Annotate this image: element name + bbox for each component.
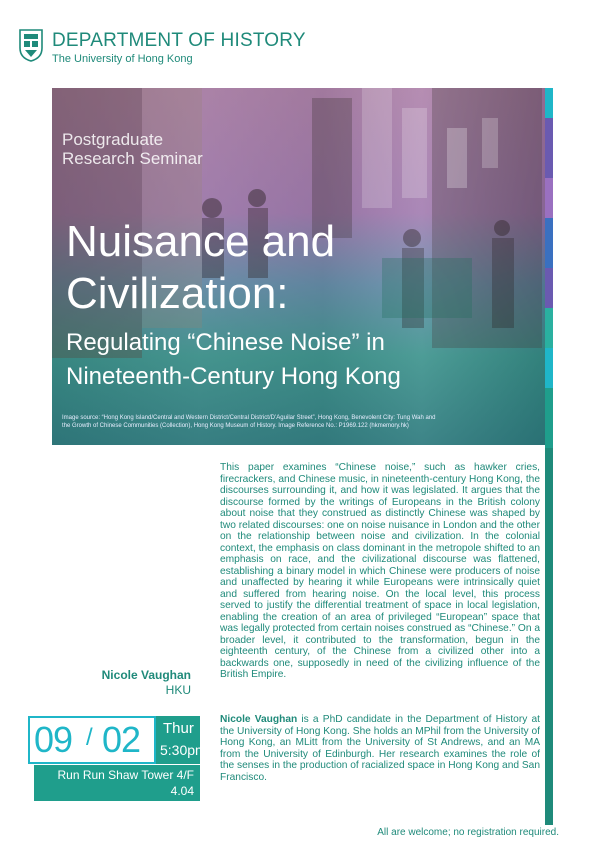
image-credit: Image source: “Hong Kong Island/Central and Western District/Central District/D’Aguilar Street”, Hong Kong, Benevolent City: Tung Wah and the Growth of Chinese Communities (Collection), Hong Kong Museum of History. Image Reference No.: P1969.122 (hkmemory.hk) <box>62 415 436 429</box>
title-line-2: Civilization: <box>66 269 289 318</box>
university-crest-icon <box>18 28 44 62</box>
title-line-1: Nuisance and <box>66 217 336 266</box>
bio-name: Nicole Vaughan <box>220 714 298 725</box>
seminar-subtitle <box>66 326 401 394</box>
university-name: The University of Hong Kong <box>52 53 193 65</box>
abstract-text: This paper examines “Chinese noise,” such as hawker cries, firecrackers, and Chinese music, in nineteenth-century Hong Kong, the discourses surrounding it, and how it was legislated. It argues that the discourse formed by the writings of Europeans in the British colony about noise that they construed as distinctly Chinese was shaped by two related discourses: one on noise nuisance in London and the other on the relationship between noise and civilization. In the colonial context, the emphasis on class dominant in the metropole shifted to an emphasis on race, and the civilizational discourse was flattened, establishing a binary model in which Chinese were producers of noise and unaffected by hearing it while Europeans were intrinsically quiet and suffered from hearing noise. On the local level, this process served to justify the differential treatment of space in local legislation, enabling the creation of an area of privileged “European” space that was legally protected from certain noises construed as “Chinese.” On a broader level, it contributed to the transformation, begun in the eighteenth century, of the Chinese from a civilized other into a backwards one, supposedly in need of the civilizing influence of the British Empire. <box>220 462 540 680</box>
bio-text: is a PhD candidate in the Department of History at the University of Hong Kong. She holds an MPhil from the University of Hong Kong, an MLitt from the University of St Andrews, and an MA from the University of Edinburgh. Her research examines the role of the senses in the production of racialized space in Hong Kong and San Francisco. <box>220 714 541 783</box>
department-header <box>18 28 418 68</box>
admission-note: All are welcome; no registration required. <box>377 827 559 838</box>
date-separator: / <box>86 724 93 751</box>
speaker-name: Nicole Vaughan <box>101 668 191 682</box>
speaker-affiliation: HKU <box>165 683 191 697</box>
event-venue <box>34 765 200 801</box>
decorative-stripe-bar <box>545 88 553 825</box>
venue-room: 4.04 <box>170 784 194 798</box>
subtitle-line-1: Regulating “Chinese Noise” in <box>66 329 385 356</box>
event-time <box>156 716 207 764</box>
seminar-label <box>62 130 203 168</box>
seminar-line-2: Research Seminar <box>62 149 203 168</box>
date-day: 09 <box>34 719 73 760</box>
seminar-title <box>66 216 335 320</box>
speaker-bio <box>220 714 540 783</box>
seminar-line-1: Postgraduate <box>62 130 164 149</box>
hero-banner <box>52 88 545 445</box>
venue-building: Run Run Shaw Tower 4/F <box>57 768 194 782</box>
event-start-time: 5:30pm <box>160 742 207 758</box>
event-weekday: Thur <box>163 720 194 737</box>
subtitle-line-2: Nineteenth-Century Hong Kong <box>66 363 401 390</box>
department-title: DEPARTMENT OF HISTORY <box>52 30 306 51</box>
date-month: 02 <box>102 719 141 760</box>
event-date <box>28 716 156 764</box>
